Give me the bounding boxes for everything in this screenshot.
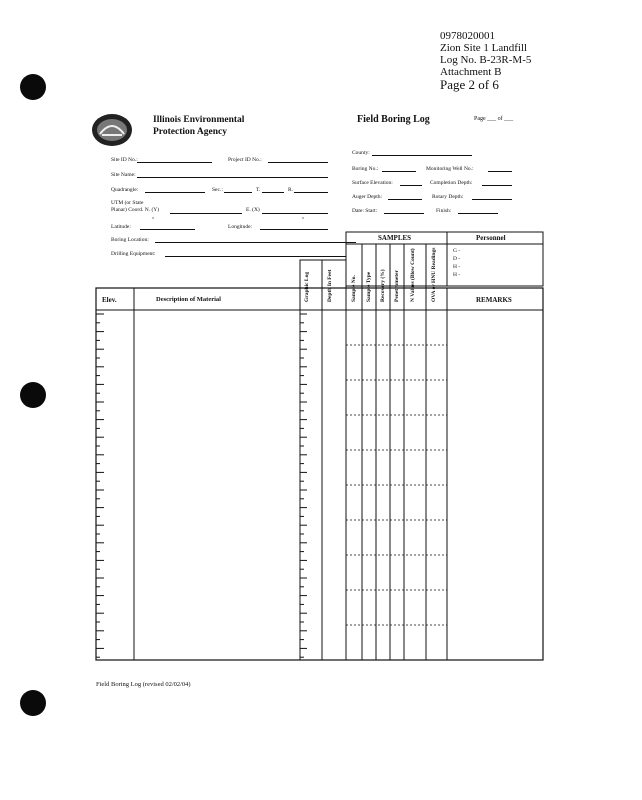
latitude-label: Latitude: — [111, 224, 131, 230]
remarks-header: REMARKS — [476, 296, 512, 304]
site-name-label: Site Name: — [111, 172, 136, 178]
page-number: Page 2 of 6 — [440, 77, 499, 92]
sample-type-header: Sample Type — [366, 271, 372, 302]
utm-label-2: Planar) Coord. N. (Y) — [111, 207, 160, 213]
samples-header: SAMPLES — [378, 234, 412, 242]
form-title: Field Boring Log — [357, 114, 430, 125]
personnel-slot-2: D - — [453, 256, 461, 262]
doc-number: 0978020001 — [440, 30, 495, 42]
site-name-stamp: Zion Site 1 Landfill — [440, 42, 528, 54]
long-degree-mark: ° — [302, 217, 305, 223]
recovery-header: Recovery (%) — [380, 269, 386, 302]
surface-elevation-label: Surface Elevation: — [352, 180, 393, 186]
r-label: R. — [288, 187, 294, 193]
elev-header: Elev. — [102, 296, 117, 304]
personnel-slot-3: H - — [453, 264, 461, 270]
longitude-label: Longitude: — [228, 224, 253, 230]
e-x-label: E. (X) — [246, 207, 260, 213]
agency-line-2: Protection Agency — [153, 127, 227, 137]
date-finish-label: Finish: — [436, 208, 452, 214]
personnel-slot-4: H - — [453, 272, 461, 278]
agency-line-1: Illinois Environmental — [153, 115, 245, 125]
date-start-label: Date: Start: — [352, 208, 378, 214]
sec-label: Sec.: — [212, 187, 223, 193]
monitoring-well-label: Monitoring Well No.: — [426, 166, 474, 172]
completion-depth-label: Completion Depth: — [430, 180, 473, 186]
t-label: T. — [256, 187, 261, 193]
form-footer: Field Boring Log (revised 02/02/04) — [96, 681, 191, 688]
graphic-log-header: Graphic Log — [304, 271, 310, 302]
log-number: Log No. B-23R-M-5 — [440, 54, 532, 66]
lat-degree-mark: ° — [152, 217, 155, 223]
personnel-slot-1: G - — [453, 248, 461, 254]
description-header: Description of Material — [156, 296, 221, 303]
quadrangle-label: Quadrangle: — [111, 187, 139, 193]
project-id-label: Project ID No.: — [228, 157, 262, 163]
personnel-header: Personnel — [476, 234, 506, 242]
sample-no-header: Sample No. — [351, 275, 357, 302]
page-of-field: Page ___ of ___ — [474, 116, 514, 122]
ova-readings-header: OVA or HNU Readings — [431, 247, 437, 302]
county-label: County: — [352, 150, 370, 156]
utm-label-1: UTM (or State — [111, 200, 144, 206]
depth-header: Depth In Feet — [327, 269, 333, 302]
penetrometer-header: Penetrometer — [394, 270, 400, 302]
auger-depth-label: Auger Depth: — [352, 194, 383, 200]
boring-location-label: Boring Location: — [111, 237, 149, 243]
attachment-label: Attachment B — [440, 66, 502, 78]
rotary-depth-label: Rotary Depth: — [432, 194, 464, 200]
site-id-label: Site ID No.: — [111, 157, 138, 163]
drilling-equipment-label: Drilling Equipment: — [111, 251, 156, 257]
boring-no-label: Boring No.: — [352, 166, 379, 172]
n-values-header: N Values (Blow Count) — [410, 248, 416, 302]
